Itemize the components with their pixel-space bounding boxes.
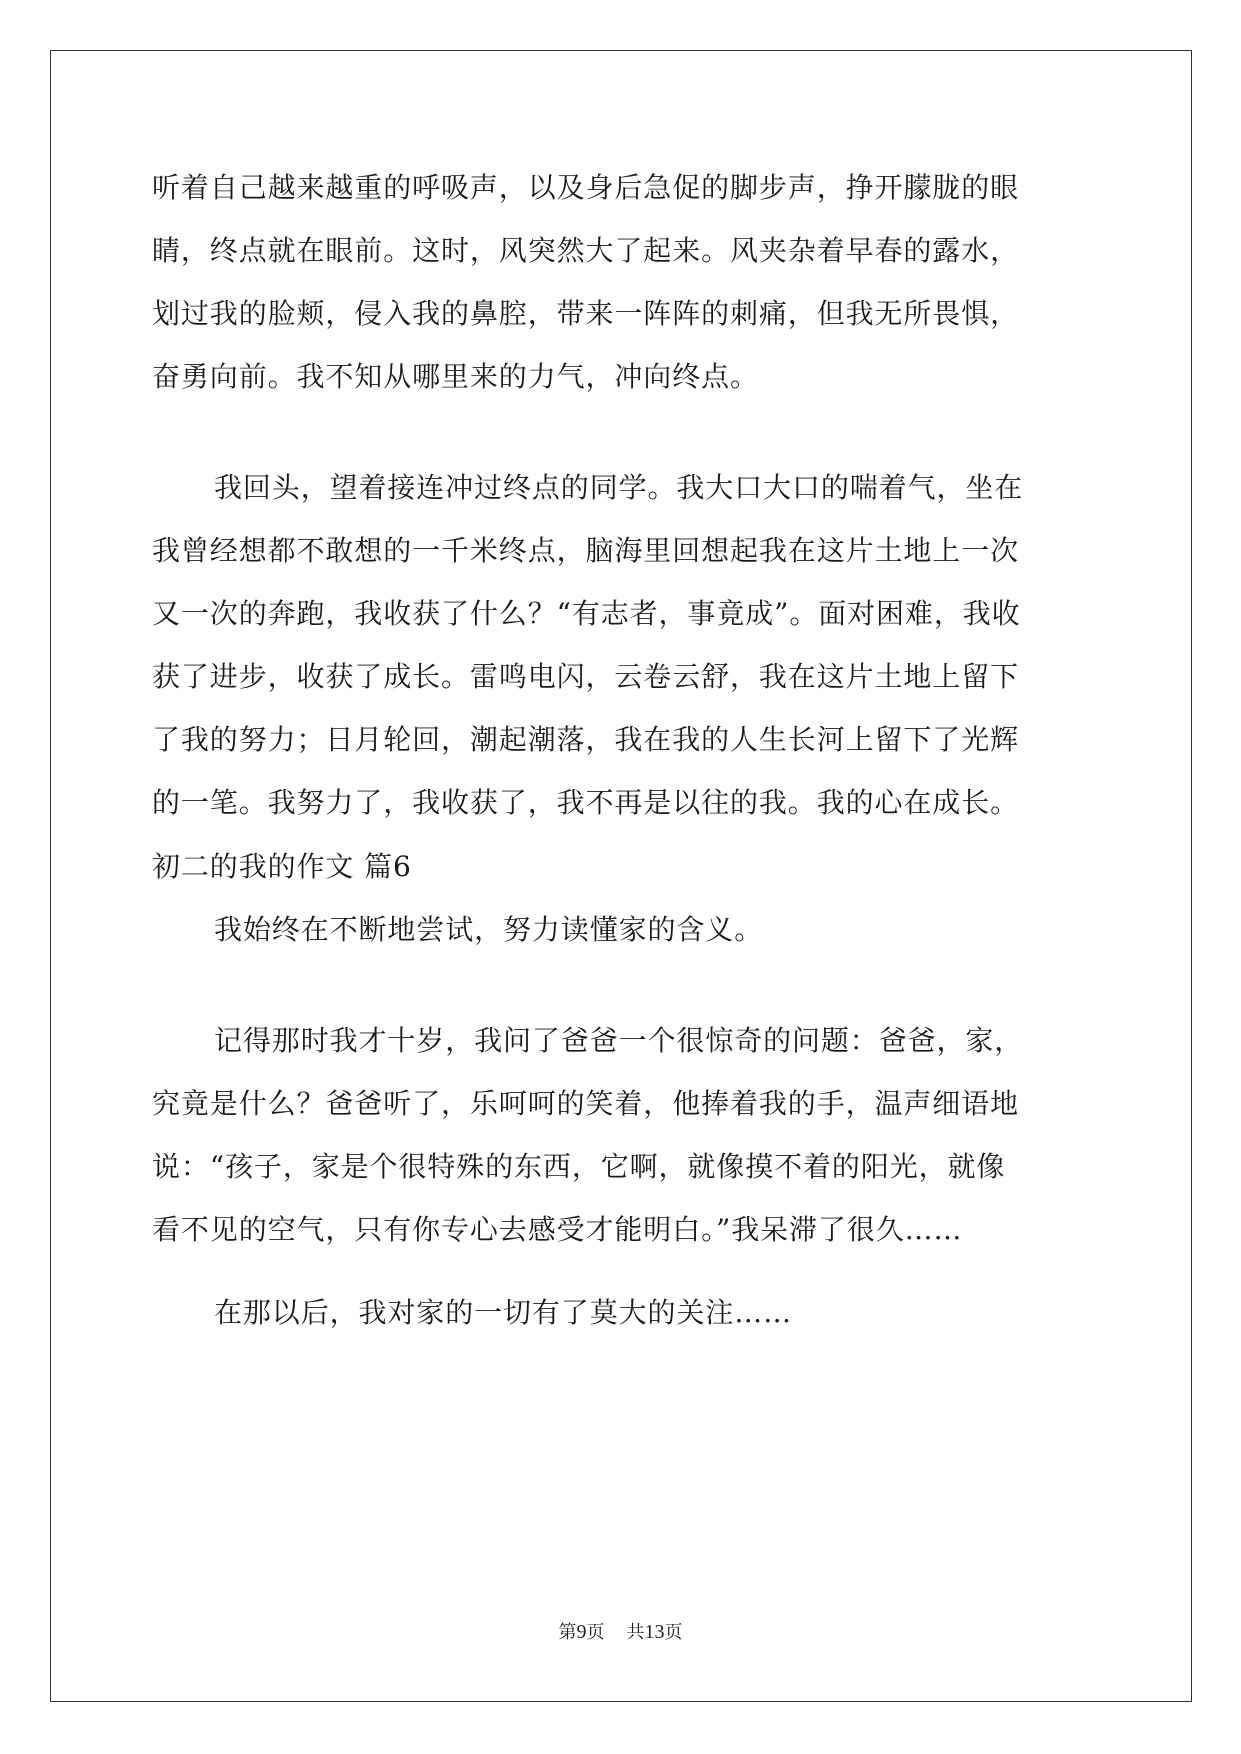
text-line: 究竟是什么？爸爸听了，乐呵呵的笑着，他捧着我的手，温声细语地 <box>152 1087 1020 1120</box>
text-line: 划过我的脸颊，侵入我的鼻腔，带来一阵阵的刺痛，但我无所畏惧， <box>152 297 1020 330</box>
text-line: 记得那时我才十岁，我问了爸爸一个很惊奇的问题：爸爸，家， <box>214 1024 1024 1057</box>
page-footer <box>0 1620 1241 1645</box>
total-suffix: 页 <box>664 1622 683 1643</box>
text-line: 我曾经想都不敢想的一千米终点，脑海里回想起我在这片土地上一次 <box>152 534 1020 567</box>
text-line: 在那以后，我对家的一切有了莫大的关注…… <box>214 1296 793 1329</box>
text-line: 听着自己越来越重的呼吸声，以及身后急促的脚步声，挣开朦胧的眼 <box>152 171 1020 204</box>
text-line: 说：“孩子，家是个很特殊的东西，它啊，就像摸不着的阳光，就像 <box>152 1150 1006 1183</box>
text-line: 我始终在不断地尝试，努力读懂家的含义。 <box>214 913 764 946</box>
text-line: 我回头，望着接连冲过终点的同学。我大口大口的喘着气，坐在 <box>214 471 1024 504</box>
text-line: 奋勇向前。我不知从哪里来的力气，冲向终点。 <box>152 360 759 393</box>
page-number: 9 <box>576 1621 587 1643</box>
text-line: 看不见的空气，只有你专心去感受才能明白。”我呆滞了很久…… <box>152 1213 963 1246</box>
text-line: 睛，终点就在眼前。这时，风突然大了起来。风夹杂着早春的露水， <box>152 234 1020 267</box>
section-heading: 初二的我的作文 篇6 <box>152 850 412 883</box>
text-line: 的一笔。我努力了，我收获了，我不再是以往的我。我的心在成长。 <box>152 786 1020 819</box>
page-suffix: 页 <box>586 1622 605 1643</box>
total-prefix: 共 <box>626 1622 645 1643</box>
total-pages: 13 <box>644 1621 665 1643</box>
text-line: 获了进步，收获了成长。雷鸣电闪，云卷云舒，我在这片土地上留下 <box>152 660 1020 693</box>
page-prefix: 第 <box>558 1622 577 1643</box>
text-line: 又一次的奔跑，我收获了什么？“有志者，事竟成”。面对困难，我收 <box>152 597 1021 630</box>
text-line: 了我的努力；日月轮回，潮起潮落，我在我的人生长河上留下了光辉 <box>152 723 1020 756</box>
